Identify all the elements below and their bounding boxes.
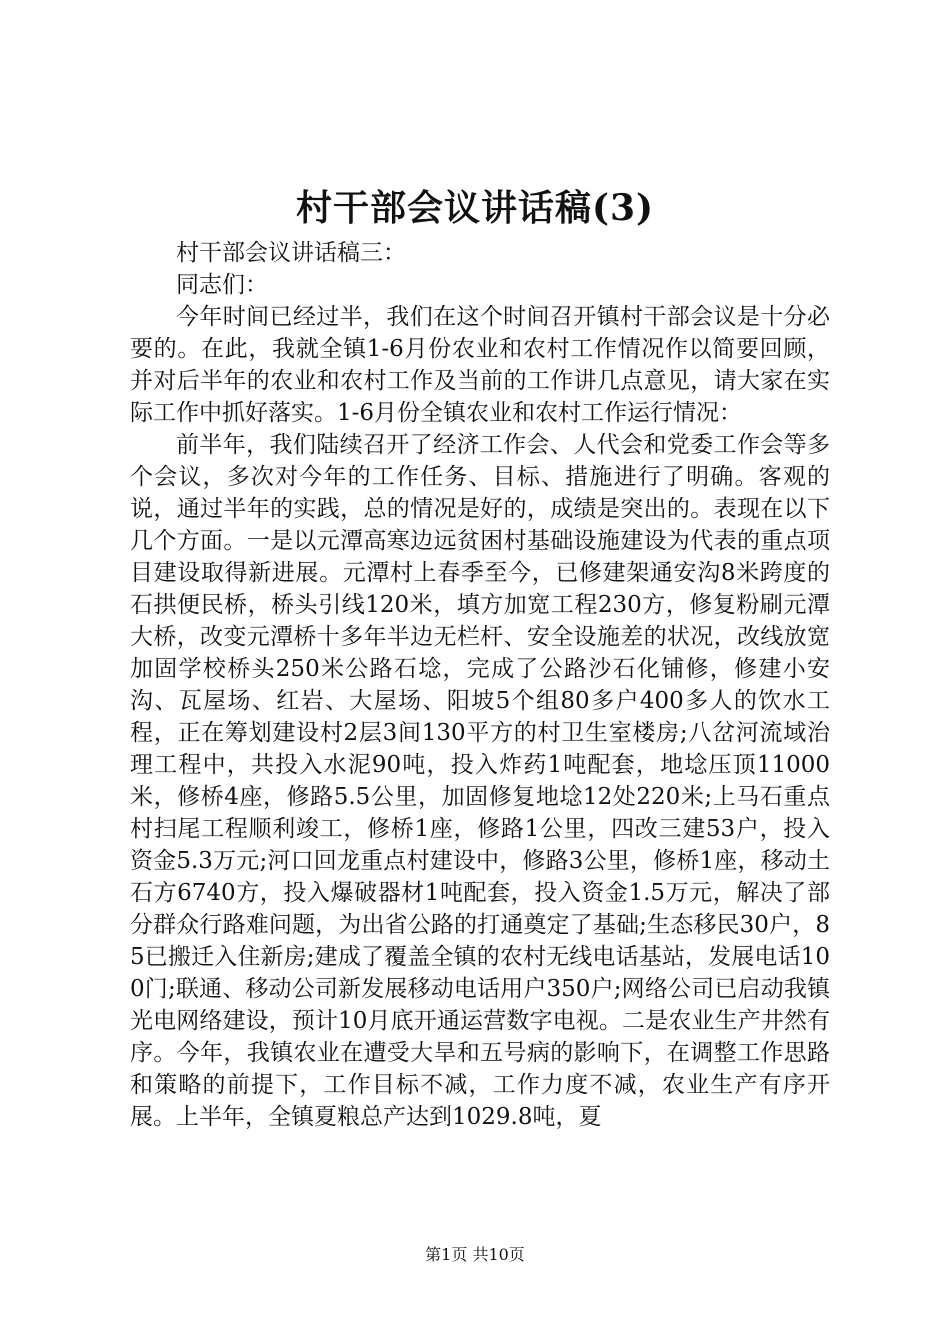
- page-number-footer: 第1页 共10页: [425, 1245, 525, 1264]
- body-paragraph-salutation: 同志们：: [176, 272, 268, 298]
- document-title: 村干部会议讲话稿(3): [295, 187, 655, 229]
- body-paragraph-review: 前半年，我们陆续召开了经济工作会、人代会和党委工作会等多个会议，多次对今年的工作任务、目标、措施进行了明确。客观的说，通过半年的实践，总的情况是好的，成绩是突出的。表现在以下几个方面。一是以元潭高寒边远贫困村基础设施建设为代表的重点项目建设取得新进展。元潭村上春季至今，已修建架通安沟8米跨度的石拱便民桥，桥头引线120米，填方加宽工程230方，修复粉刷元潭大桥，改变元潭桥十多年半边无栏杆、安全设施差的状况，改线放宽加固学校桥头250米公路石埝，完成了公路沙石化铺修，修建小安沟、瓦屋场、红岩、大屋场、阳坡5个组80多户400多人的饮水工程，正在筹划建设村2层3间130平方的村卫生室楼房;八岔河流域治理工程中，共投入水泥90吨，投入炸药1吨配套，地埝压顶11000米，修桥4座，修路5.5公里，加固修复地埝12处220米;上马石重点村扫尾工程顺利竣工，修桥1座，修路1公里，四改三建53户，投入资金5.3万元;河口回龙重点村建设中，修路3公里，修桥1座，移动土石方6740方，投入爆破器材1吨配套，投入资金1.5万元，解决了部分群众行路难问题，为出省公路的打通奠定了基础;生态移民30户，85已搬迁入住新房;建成了覆盖全镇的农村无线电话基站，发展电话100门;联通、移动公司新发展移动电话用户350户;网络公司已启动我镇光电网络建设，预计10月底开通运营数字电视。二是农业生产井然有序。今年，我镇农业在遭受大旱和五号病的影响下，在调整工作思路和策略的前提下，工作目标不减，工作力度不减，农业生产有序开展。上半年，全镇夏粮总产达到1029.8吨，夏: [130, 432, 830, 1130]
- body-paragraph-heading: 村干部会议讲话稿三：: [176, 240, 406, 266]
- body-paragraph-intro: 今年时间已经过半，我们在这个时间召开镇村干部会议是十分必要的。在此，我就全镇1-6月份农业和农村工作情况作以简要回顾，并对后半年的农业和农村工作及当前的工作讲几点意见，请大家在实际工作中抓好落实。1-6月份全镇农业和农村工作运行情况：: [130, 304, 830, 426]
- document-body: [130, 237, 830, 1133]
